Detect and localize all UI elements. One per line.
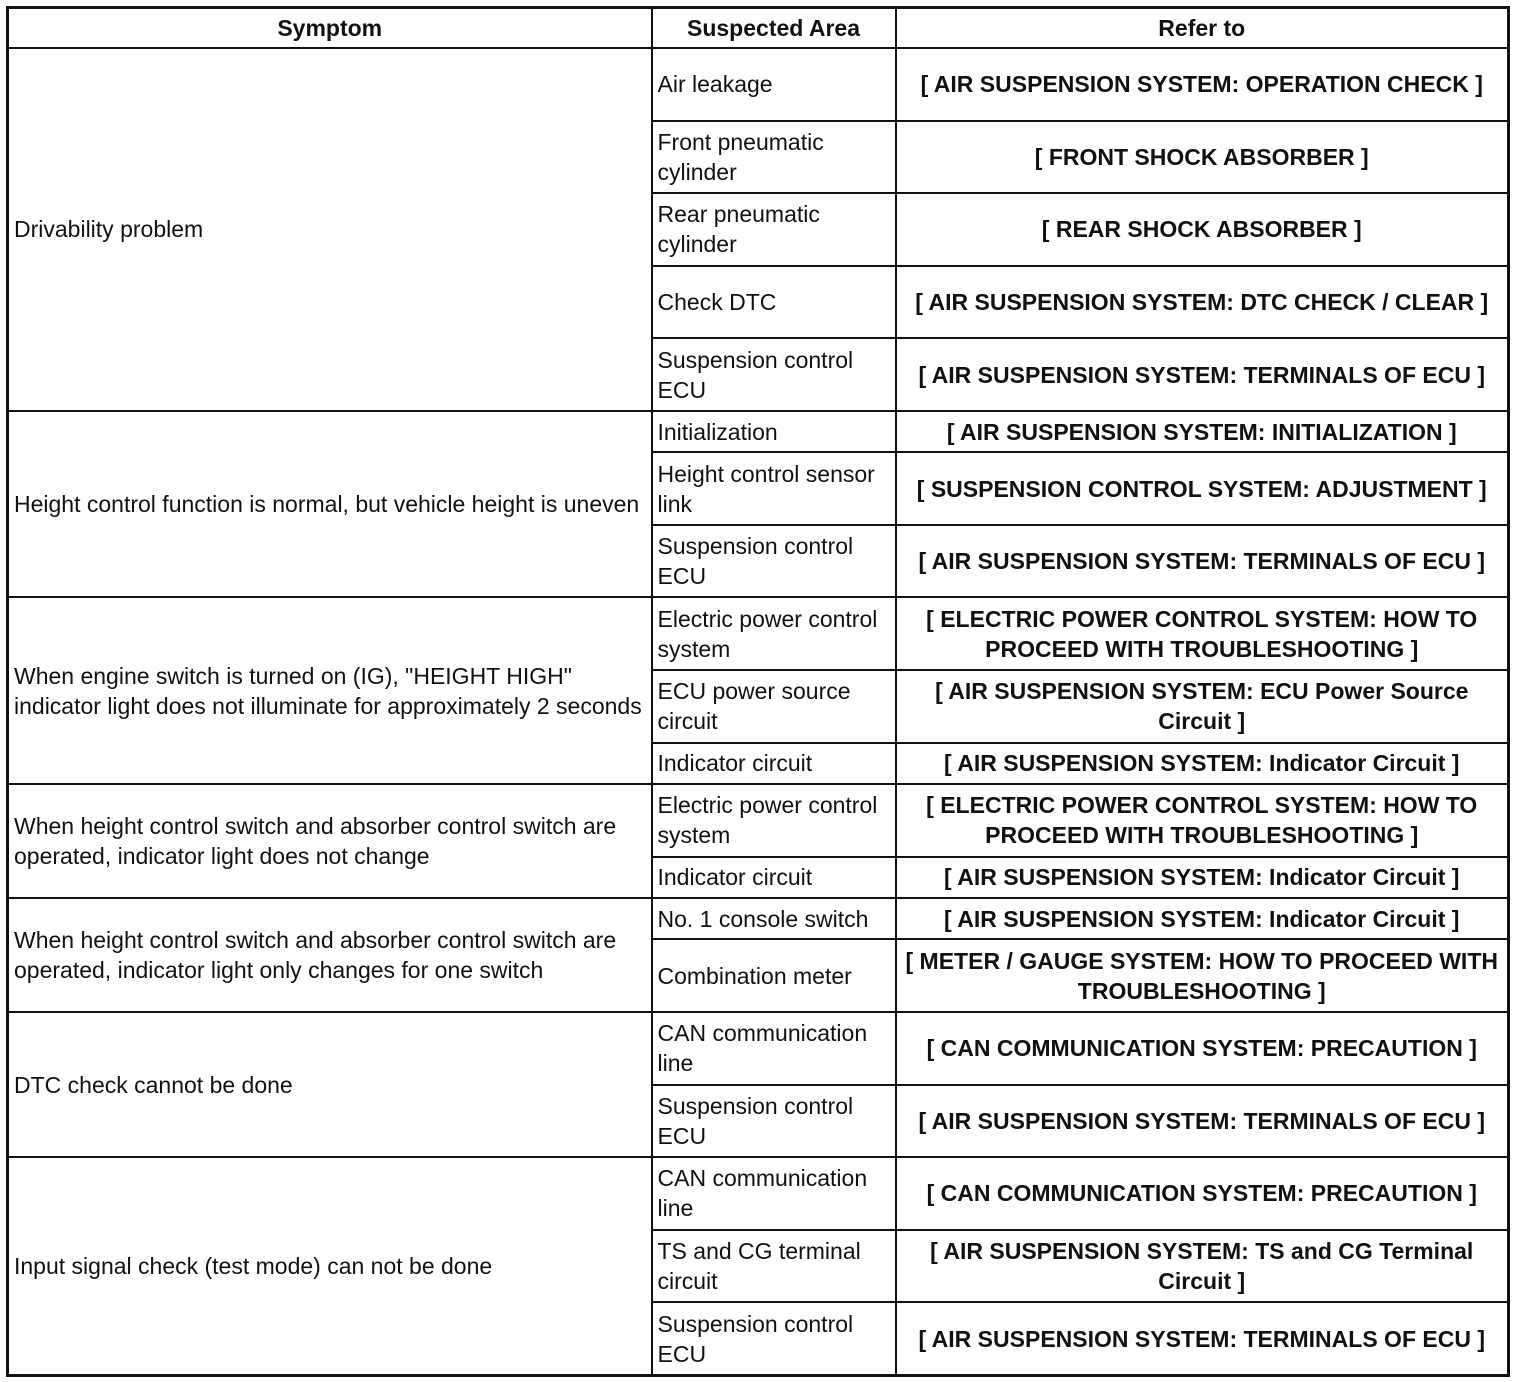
suspected-area-cell: Electric power control system: [652, 784, 896, 857]
refer-link[interactable]: [ AIR SUSPENSION SYSTEM: TERMINALS OF ECU ]: [896, 525, 1509, 598]
header-symptom: Symptom: [8, 8, 652, 49]
suspected-area-cell: Initialization: [652, 411, 896, 452]
refer-link[interactable]: [ AIR SUSPENSION SYSTEM: TERMINALS OF ECU ]: [896, 1085, 1509, 1158]
refer-link[interactable]: [ FRONT SHOCK ABSORBER ]: [896, 121, 1509, 194]
table-row: [8, 48, 1509, 121]
suspected-area-cell: Combination meter: [652, 939, 896, 1012]
refer-link[interactable]: [ AIR SUSPENSION SYSTEM: TS and CG Terminal Circuit ]: [896, 1230, 1509, 1303]
header-row: [8, 8, 1509, 49]
troubleshooting-table-wrapper: [6, 6, 1507, 1377]
suspected-area-cell: Front pneumatic cylinder: [652, 121, 896, 194]
suspected-area-cell: ECU power source circuit: [652, 670, 896, 743]
suspected-area-cell: Suspension control ECU: [652, 525, 896, 598]
symptom-cell: When height control switch and absorber control switch are operated, indicator light only changes for one switch: [8, 898, 652, 1012]
table-row: [8, 784, 1509, 857]
refer-link[interactable]: [ AIR SUSPENSION SYSTEM: INITIALIZATION ]: [896, 411, 1509, 452]
header-suspected-area: Suspected Area: [652, 8, 896, 49]
refer-link[interactable]: [ AIR SUSPENSION SYSTEM: Indicator Circuit ]: [896, 743, 1509, 784]
suspected-area-cell: No. 1 console switch: [652, 898, 896, 939]
suspected-area-cell: Rear pneumatic cylinder: [652, 193, 896, 266]
troubleshooting-table: [6, 6, 1510, 1377]
suspected-area-cell: Suspension control ECU: [652, 338, 896, 411]
refer-link[interactable]: [ AIR SUSPENSION SYSTEM: OPERATION CHECK ]: [896, 48, 1509, 121]
symptom-cell: Drivability problem: [8, 48, 652, 411]
symptom-cell: Height control function is normal, but vehicle height is uneven: [8, 411, 652, 598]
refer-link[interactable]: [ REAR SHOCK ABSORBER ]: [896, 193, 1509, 266]
suspected-area-cell: Indicator circuit: [652, 857, 896, 898]
refer-link[interactable]: [ METER / GAUGE SYSTEM: HOW TO PROCEED WITH TROUBLESHOOTING ]: [896, 939, 1509, 1012]
refer-link[interactable]: [ CAN COMMUNICATION SYSTEM: PRECAUTION ]: [896, 1157, 1509, 1230]
table-row: [8, 597, 1509, 670]
refer-link[interactable]: [ AIR SUSPENSION SYSTEM: ECU Power Source Circuit ]: [896, 670, 1509, 743]
suspected-area-cell: CAN communication line: [652, 1012, 896, 1085]
suspected-area-cell: Suspension control ECU: [652, 1302, 896, 1375]
table-row: [8, 1012, 1509, 1085]
suspected-area-cell: Indicator circuit: [652, 743, 896, 784]
symptom-cell: Input signal check (test mode) can not be done: [8, 1157, 652, 1375]
refer-link[interactable]: [ CAN COMMUNICATION SYSTEM: PRECAUTION ]: [896, 1012, 1509, 1085]
refer-link[interactable]: [ SUSPENSION CONTROL SYSTEM: ADJUSTMENT ]: [896, 452, 1509, 525]
suspected-area-cell: Check DTC: [652, 266, 896, 339]
header-refer-to: Refer to: [896, 8, 1509, 49]
refer-link[interactable]: [ AIR SUSPENSION SYSTEM: DTC CHECK / CLEAR ]: [896, 266, 1509, 339]
symptom-cell: DTC check cannot be done: [8, 1012, 652, 1157]
suspected-area-cell: Suspension control ECU: [652, 1085, 896, 1158]
table-row: [8, 898, 1509, 939]
suspected-area-cell: TS and CG terminal circuit: [652, 1230, 896, 1303]
refer-link[interactable]: [ AIR SUSPENSION SYSTEM: TERMINALS OF ECU ]: [896, 1302, 1509, 1375]
suspected-area-cell: CAN communication line: [652, 1157, 896, 1230]
symptom-cell: When engine switch is turned on (IG), "HEIGHT HIGH" indicator light does not illuminate for approximately 2 seconds: [8, 597, 652, 784]
refer-link[interactable]: [ AIR SUSPENSION SYSTEM: Indicator Circuit ]: [896, 898, 1509, 939]
refer-link[interactable]: [ AIR SUSPENSION SYSTEM: TERMINALS OF ECU ]: [896, 338, 1509, 411]
symptom-cell: When height control switch and absorber control switch are operated, indicator light does not change: [8, 784, 652, 898]
suspected-area-cell: Air leakage: [652, 48, 896, 121]
refer-link[interactable]: [ ELECTRIC POWER CONTROL SYSTEM: HOW TO PROCEED WITH TROUBLESHOOTING ]: [896, 784, 1509, 857]
suspected-area-cell: Height control sensor link: [652, 452, 896, 525]
refer-link[interactable]: [ ELECTRIC POWER CONTROL SYSTEM: HOW TO PROCEED WITH TROUBLESHOOTING ]: [896, 597, 1509, 670]
table-row: [8, 1157, 1509, 1230]
suspected-area-cell: Electric power control system: [652, 597, 896, 670]
refer-link[interactable]: [ AIR SUSPENSION SYSTEM: Indicator Circuit ]: [896, 857, 1509, 898]
table-row: [8, 411, 1509, 452]
